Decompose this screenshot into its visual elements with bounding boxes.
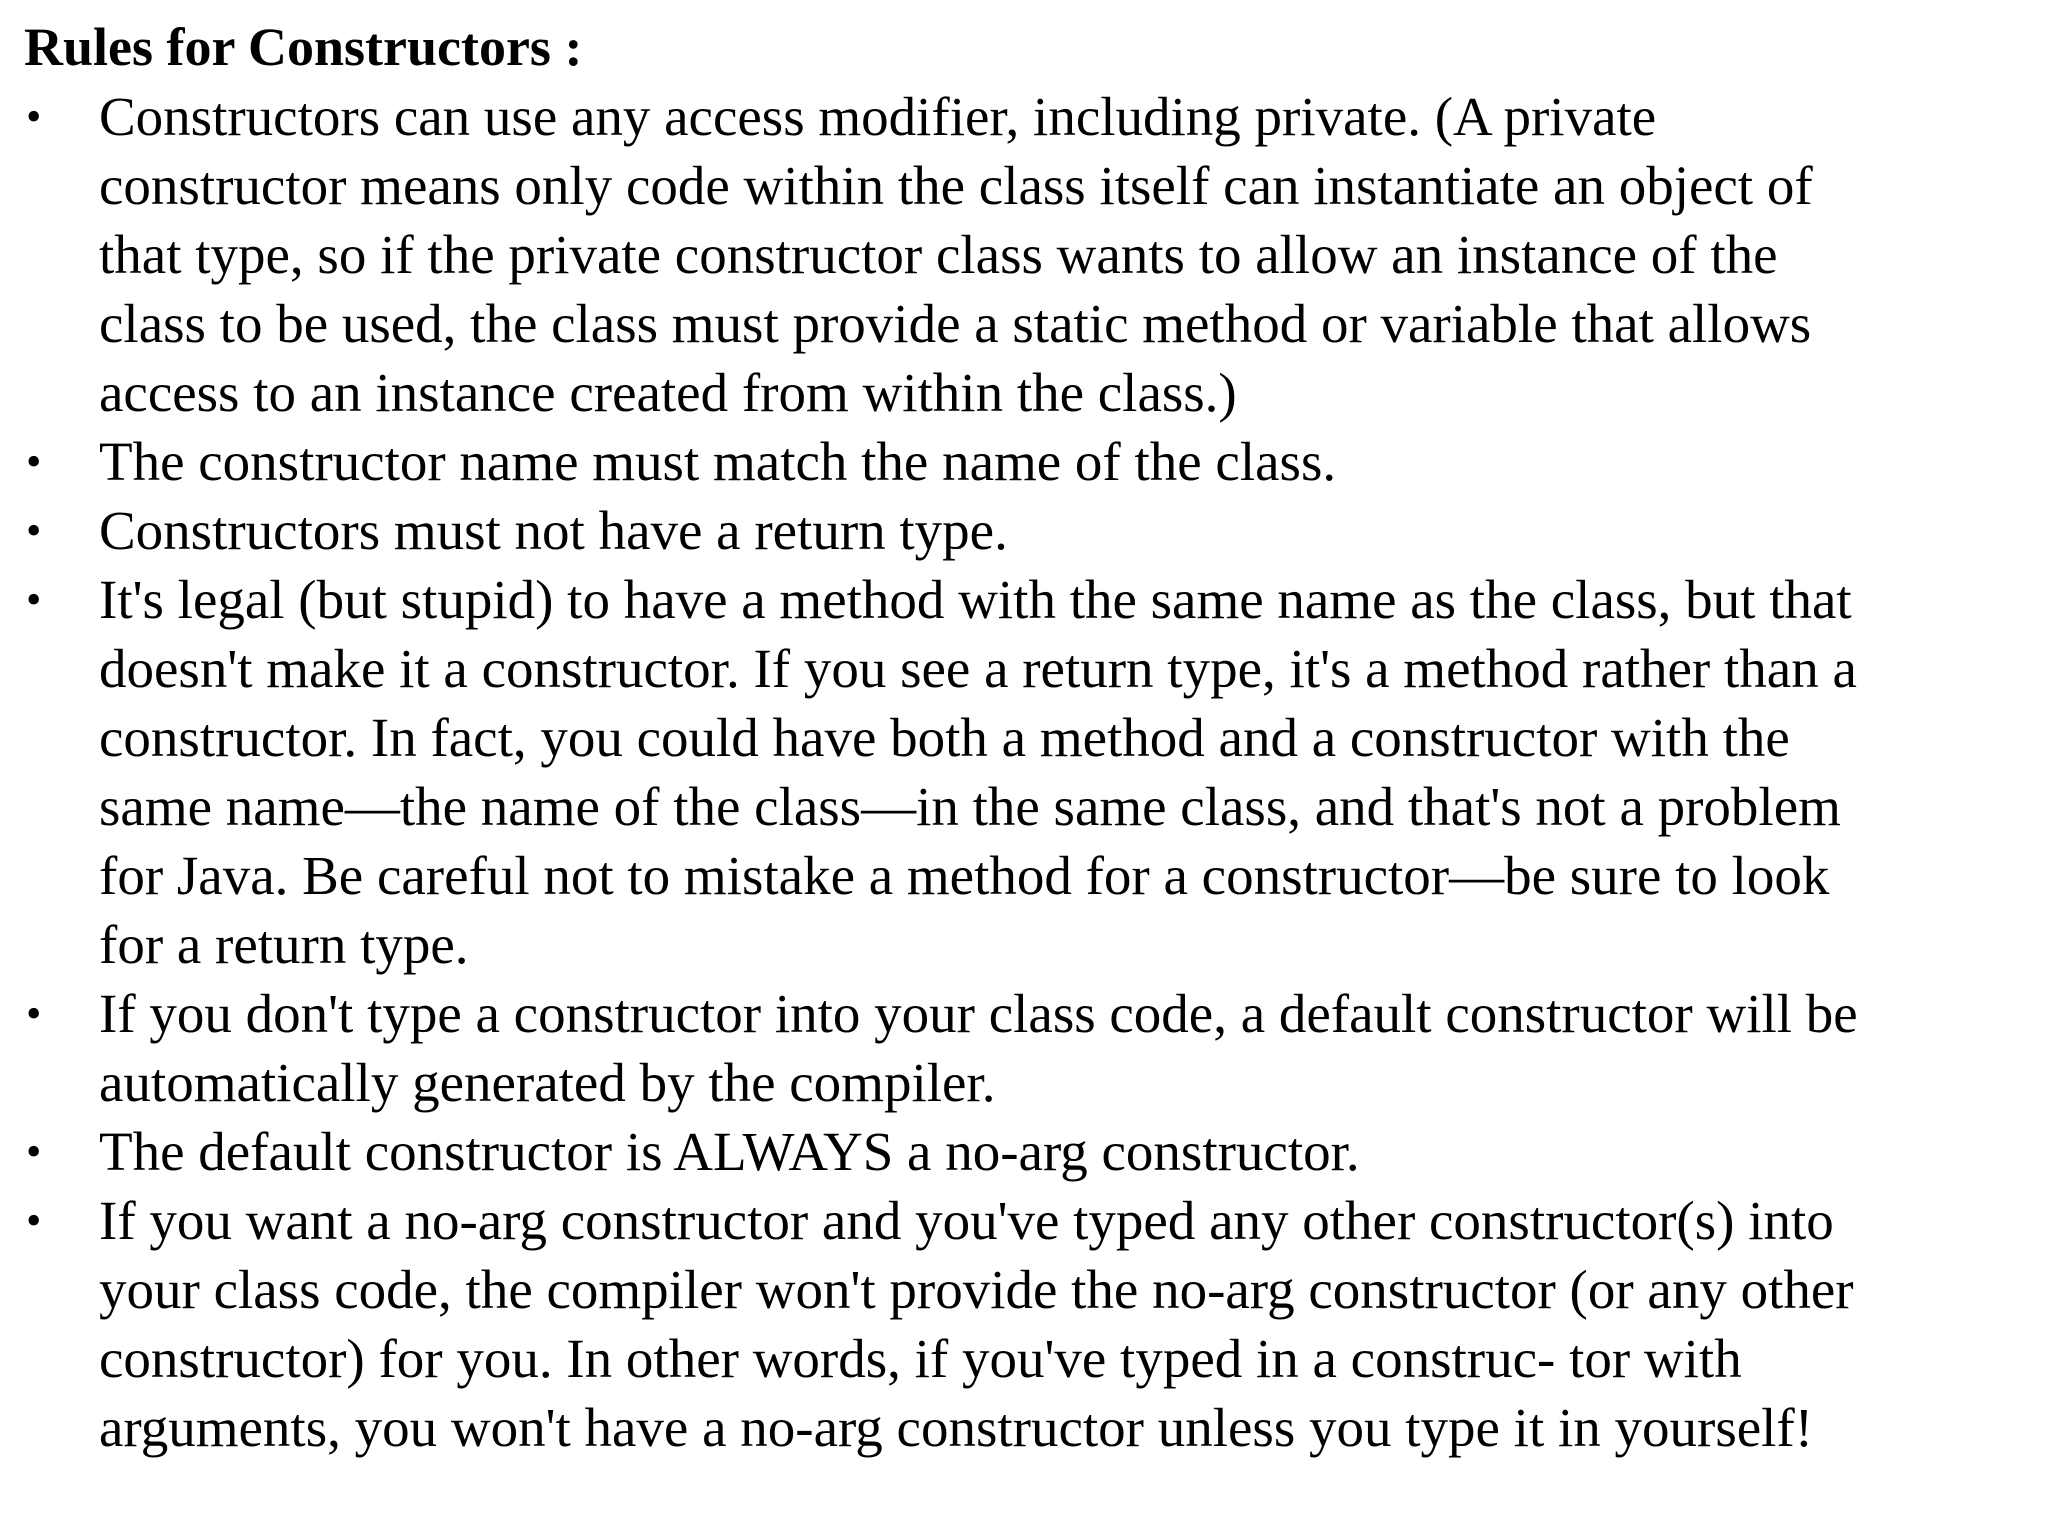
- rule-text-line: constructor. In fact, you could have both a method and a constructor with the: [99, 707, 1790, 768]
- rule-text-line: arguments, you won't have a no-arg constructor unless you type it in yourself!: [99, 1397, 1814, 1458]
- rule-text-line: If you want a no-arg constructor and you've typed any other constructor(s) into: [99, 1190, 1834, 1251]
- document-title: Rules for Constructors :: [24, 17, 583, 77]
- rule-text-line: If you don't type a constructor into your class code, a default constructor will be: [99, 983, 1858, 1044]
- rule-text-line: It's legal (but stupid) to have a method with the same name as the class, but that: [99, 569, 1852, 630]
- rule-text-line: access to an instance created from within the class.): [99, 362, 1237, 423]
- rule-item: [24, 427, 2014, 496]
- rule-text-line: Constructors can use any access modifier, including private. (A private: [99, 86, 1657, 147]
- rule-text-line: constructor) for you. In other words, if you've typed in a construc- tor with: [99, 1328, 1742, 1389]
- rule-text-line: same name—the name of the class—in the same class, and that's not a problem: [99, 776, 1841, 837]
- rule-text-line: class to be used, the class must provide a static method or variable that allows: [99, 293, 1812, 354]
- rule-item: [24, 1117, 2014, 1186]
- bullet-marker: •: [26, 1196, 42, 1245]
- rule-item: [24, 979, 2014, 1117]
- rule-item: [24, 565, 2014, 979]
- rule-text-line: for Java. Be careful not to mistake a method for a constructor—be sure to look: [99, 845, 1830, 906]
- bullet-marker: •: [26, 92, 42, 141]
- rule-text-line: that type, so if the private constructor class wants to allow an instance of the: [99, 224, 1778, 285]
- rule-item: [24, 496, 2014, 565]
- rule-text-line: for a return type.: [99, 914, 469, 975]
- rule-text-line: The default constructor is ALWAYS a no-arg constructor.: [99, 1121, 1360, 1182]
- rule-text-line: automatically generated by the compiler.: [99, 1052, 996, 1113]
- rule-text-line: your class code, the compiler won't provide the no-arg constructor (or any other: [99, 1259, 1854, 1320]
- rule-item: [24, 1186, 2014, 1462]
- bullet-marker: •: [26, 575, 42, 624]
- rule-text-line: Constructors must not have a return type.: [99, 500, 1008, 561]
- bullet-marker: •: [26, 989, 42, 1038]
- rule-text-line: doesn't make it a constructor. If you see a return type, it's a method rather than a: [99, 638, 1857, 699]
- rule-text-line: The constructor name must match the name of the class.: [99, 431, 1337, 492]
- bullet-marker: •: [26, 506, 42, 555]
- rules-list: [24, 82, 2014, 1462]
- bullet-marker: •: [26, 437, 42, 486]
- document: [24, 12, 2014, 1462]
- rule-item: [24, 82, 2014, 427]
- rule-text-line: constructor means only code within the class itself can instantiate an object of: [99, 155, 1813, 216]
- bullet-marker: •: [26, 1127, 42, 1176]
